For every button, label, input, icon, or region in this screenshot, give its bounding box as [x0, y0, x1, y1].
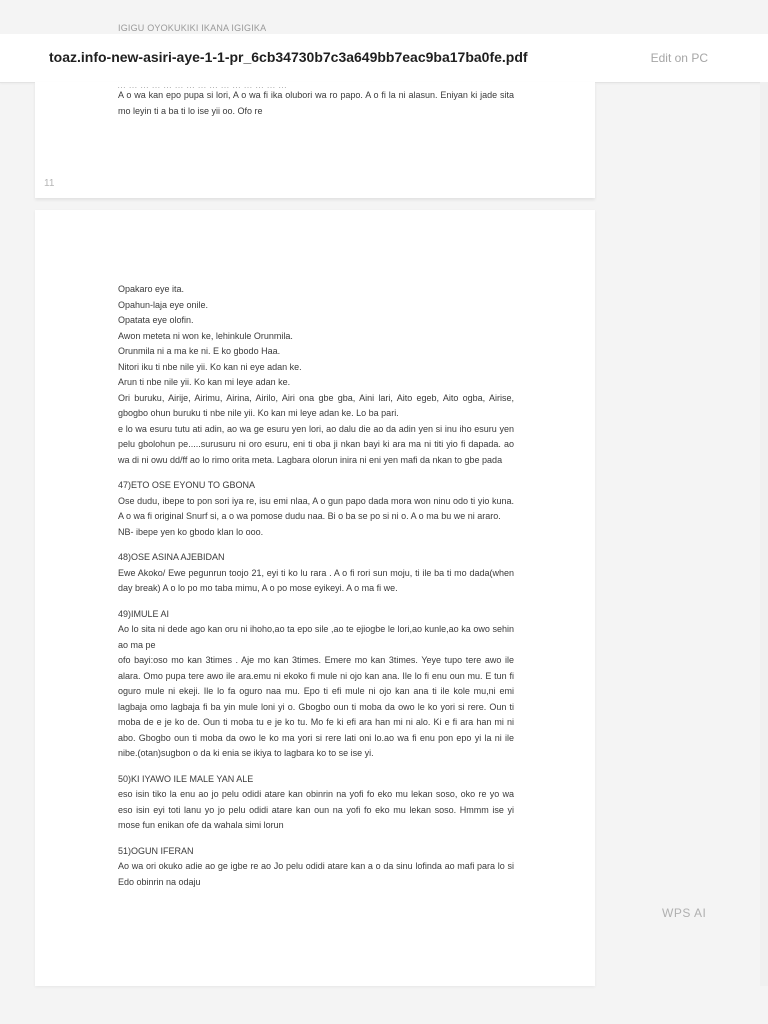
document-title: toaz.info-new-asiri-aye-1-1-pr_6cb34730b7c3a649bb7eac9ba17ba0fe.pdf	[49, 49, 528, 65]
page-text: A o wa kan epo pupa si lori, A o wa fi ika olubori wa ro papo. A o fi la ni alasun. Eniyan ki jade sita mo leyin ti a ba ti lo ise yii oo. Ofo re	[118, 90, 514, 116]
title-bar	[0, 34, 768, 90]
edit-on-pc-button[interactable]: Edit on PC	[650, 51, 708, 65]
current-page	[35, 210, 595, 986]
paragraph: Ewe Akoko/ Ewe pegunrun toojo 21, eyi ti ko lu rara . A o fi rori sun moju, ti ile ba ti mo dada(when day break) A o lo po mo taba mimu, A o po mose eyikeyi. A o ma fi we.	[118, 567, 514, 593]
text-line: Orunmila ni a ma ke ni. E ko gbodo Haa.	[118, 346, 281, 356]
text-line: Opakaro eye ita.	[118, 284, 185, 294]
paragraph: e lo wa esuru tutu ati adin, ao wa ge esuru yen lori, ao dalu die ao da adin yen si inu iho esuru yen pelu gbolohun pe.....surusuru ni oro esuru, eni ti oba ji nkan bayi ki ara ma ni titi yio fi dapada. ao wa di ni owu dd/ff ao lo rimo orita meta. Lagbara olorun inira ni eni yen mafi da nkan to gbe pada	[118, 423, 514, 465]
text-line: Opatata eye olofin.	[118, 315, 194, 325]
paragraph: Ori buruku, Airije, Airimu, Airina, Airilo, Airi ona gbe gba, Aini lari, Aito egeb, Aito ogba, Airise, gbogbo ohun buruku ti nbe nile yii. Ko kan mi leye adan ke. Lo ba pari.	[118, 392, 514, 418]
page-number: 11	[44, 178, 55, 189]
section-heading: 49)IMULE AI	[118, 608, 170, 619]
text-line: Opahun-laja eye onile.	[118, 299, 209, 310]
section-heading: 48)OSE ASINA AJEBIDAN	[118, 552, 225, 562]
text-line: Awon meteta ni won ke, lehinkule Orunmila.	[118, 330, 293, 341]
clipped-text-line: … … … … … … … … … … … … … … …	[117, 80, 288, 90]
paragraph: Ao lo sita ni dede ago kan oru ni ihoho,ao ta epo sile ,ao te ejiogbe le lori,ao kunle,ao ka owo sehin ao ma pe	[118, 624, 514, 650]
previous-page	[35, 82, 595, 198]
text-line: Arun ti nbe nile yii. Ko kan mi leye adan ke.	[118, 377, 291, 387]
section-heading: 51)OGUN IFERAN	[118, 845, 194, 856]
page-body	[118, 282, 514, 890]
note-line: NB- ibepe yen ko gbodo klan lo ooo.	[118, 526, 264, 537]
scroll-track[interactable]	[760, 82, 768, 986]
paragraph: Ose dudu, ibepe to pon sori iya re, isu emi nlaa, A o gun papo dada mora won ninu odo ti yio kuna. A o wa fi original Snurf si, a o wa pomose dudu naa. Bi o ba se po si ni o. A o ma bu we ni araro.	[118, 495, 514, 521]
text-line: Nitori iku ti nbe nile yii. Ko kan ni eye adan ke.	[118, 361, 302, 372]
wps-ai-button[interactable]: WPS AI	[662, 906, 707, 920]
section-heading: 47)ETO OSE EYONU TO GBONA	[118, 480, 256, 490]
paragraph: eso isin tiko la enu ao jo pelu odidi atare kan obinrin na yofi fo eko mu lekan soso, oko re yo wa eso isin eyi toti lanu yo jo pelu odidi atare kan oun na yofi fo eko mu lekan soso. Hmmm ise yi mose fun enikan ofe da wahala simi lorun	[118, 789, 514, 830]
section-heading: 50)KI IYAWO ILE MALE YAN ALE	[118, 773, 254, 784]
paragraph: ofo bayi:oso mo kan 3times . Aje mo kan 3times. Emere mo kan 3times. Yeye tupo tere awo ile alara. Omo pupa tere awo ile ara.emu ni ekoko fi mule ni ojo kan ana. Ile lo fi enu oun mu. E tun fi oguro mule ni ekeji. Ile lo fa oguro naa mu. Epo ti efi mule ni ojo kan ana ti ile kole mu,ni emi lagbaja omo lagbaja fi ba yin mule loni yi o. Gbogbo oun ti moba da owo le ko yori si rere. Oun ti moba de e je ko de. Oun ti moba tu e je ko tu. Mo fe ki efi ara han mi ni alo. Ki e fi ara han mi ni abo. Gbogbo oun ti moba da owo le ko ma yori si rere lati oni lo.ao wa fi enu pon epo yi la ni ile nibe.(otan)sugbon o da ki enia se ikiya to lagbara ko to se ise yi.	[118, 655, 514, 758]
clipped-header-text: IGIGU OYOKUKIKI IKANA IGIGIKA	[118, 23, 267, 33]
paragraph: Ao wa ori okuko adie ao ge igbe re ao Jo pelu odidi atare kan a o da sinu lofinda ao mafi para lo si Edo obinrin na odaju	[118, 861, 514, 887]
